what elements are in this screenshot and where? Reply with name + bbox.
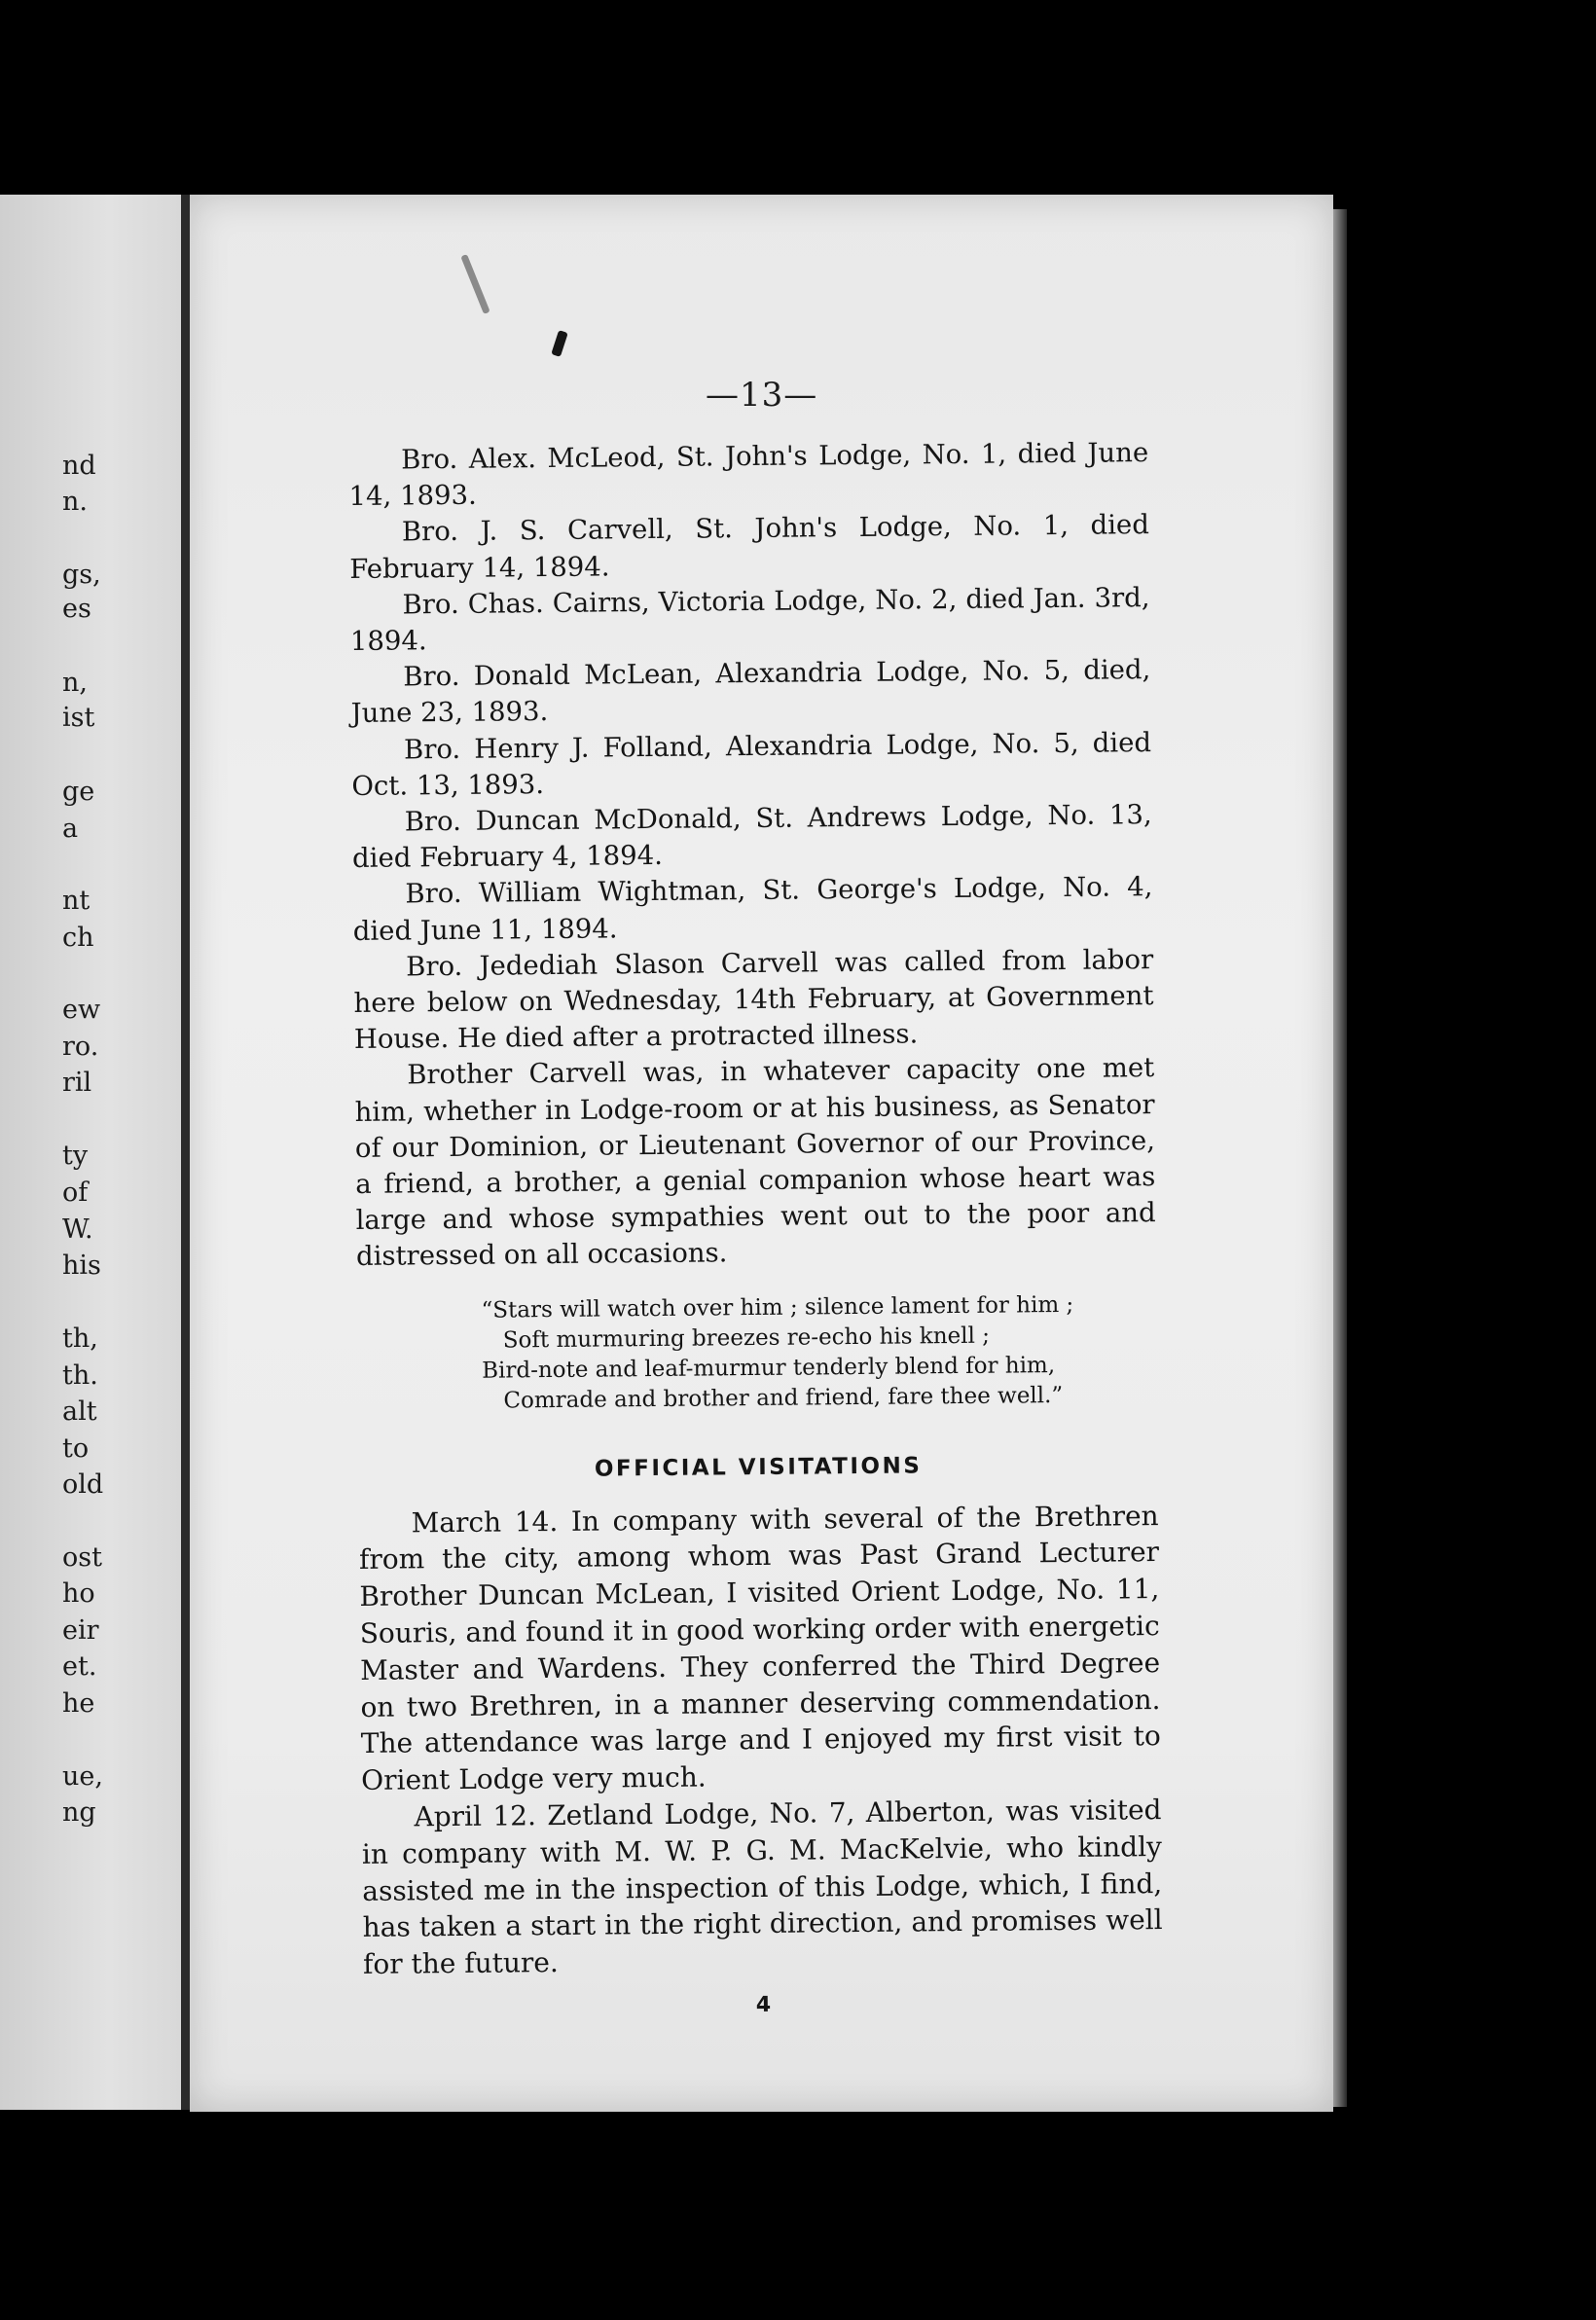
poem-line: Bird-note and leaf-murmur tenderly blend for him, bbox=[482, 1352, 1056, 1384]
left-fragment: ist bbox=[62, 703, 95, 733]
left-fragment: n, bbox=[62, 668, 88, 698]
pencil-stroke bbox=[460, 254, 490, 314]
poem-line: “Stars will watch over him ; silence lament for him ; bbox=[481, 1291, 1074, 1323]
signature-mark: 4 bbox=[755, 1992, 772, 2018]
visitation-entry: March 14. In company with several of the Brethren from the city, among whom was Past Grand Lecturer Brother Duncan McLean, I visited Orient Lodge, No. 11, Souris, and found it in good working order with energetic Master and Wardens. They conferred the Third Degree on two Brethren, in a manner deserving commendation. The attendance was large and I enjoyed my first visit to Orient Lodge very much. bbox=[358, 1499, 1161, 1797]
book-gutter bbox=[181, 195, 190, 2110]
obituary-entry: Bro. Donald McLean, Alexandria Lodge, No. 5, died, June 23, 1893. bbox=[350, 654, 1151, 730]
left-fragment: a bbox=[62, 814, 79, 844]
left-fragment: n. bbox=[62, 487, 88, 517]
left-fragment: he bbox=[62, 1688, 95, 1719]
page-edge-shadow bbox=[1333, 209, 1347, 2107]
ink-mark bbox=[551, 330, 568, 357]
left-fragment: et. bbox=[62, 1651, 97, 1682]
left-fragment: ch bbox=[62, 923, 94, 953]
left-fragment: nt bbox=[62, 886, 91, 916]
left-fragment: ty bbox=[62, 1141, 89, 1171]
left-fragment: nd bbox=[62, 451, 96, 481]
left-fragment: W. bbox=[62, 1214, 93, 1245]
page-body bbox=[348, 435, 1164, 2021]
left-fragment: old bbox=[62, 1469, 104, 1500]
obituary-entry: Bro. William Wightman, St. George's Lodge, No. 4, died June 11, 1894. bbox=[352, 871, 1153, 947]
left-fragment: ew bbox=[62, 995, 101, 1025]
left-fragment: ue, bbox=[62, 1761, 103, 1792]
poem-line: Soft murmuring breezes re-echo his knell ; bbox=[502, 1323, 991, 1354]
obituary-entry: Bro. Alex. McLeod, St. John's Lodge, No. 1, died June 14, 1893. bbox=[348, 437, 1149, 513]
left-fragment: ost bbox=[62, 1542, 102, 1573]
left-fragment: th. bbox=[62, 1360, 98, 1391]
left-fragment: ng bbox=[62, 1797, 96, 1828]
left-fragment: eir bbox=[62, 1615, 99, 1646]
left-fragment: of bbox=[62, 1178, 89, 1208]
left-fragment: alt bbox=[62, 1396, 97, 1427]
left-fragment: es bbox=[62, 594, 91, 624]
left-fragment: ge bbox=[62, 777, 95, 807]
section-heading: OFFICIAL VISITATIONS bbox=[594, 1453, 923, 1482]
obituary-entry: Bro. Henry J. Folland, Alexandria Lodge, No. 5, died Oct. 13, 1893. bbox=[351, 726, 1152, 802]
obituary-entry: Bro. Chas. Cairns, Victoria Lodge, No. 2, died Jan. 3rd, 1894. bbox=[349, 581, 1150, 658]
left-fragment: his bbox=[62, 1251, 101, 1281]
obituary-entry: Bro. Duncan McDonald, St. Andrews Lodge, No. 13, died February 4, 1894. bbox=[351, 799, 1152, 875]
visitation-entry: April 12. Zetland Lodge, No. 7, Alberton, was visited in company with M. W. P. G. M. MacKelvie, who kindly assisted me in the inspection of this Lodge, which, I find, has taken a start in the right direction, and promises well for the future. bbox=[361, 1794, 1163, 1981]
page-number: —13— bbox=[706, 376, 818, 415]
carvell-paragraph: Bro. Jedediah Slason Carvell was called from labor here below on Wednesday, 14th February, at Government House. He died after a protracted illness. bbox=[353, 943, 1154, 1056]
left-fragment: ro. bbox=[62, 1032, 99, 1062]
carvell-paragraph: Brother Carvell was, in whatever capacity one met him, whether in Lodge-room or at his business, as Senator of our Dominion, or Lieutenant Governor of our Province, a friend, a brother, a genial companion whose heart was large and whose sympathies went out to the poor and distressed on all occasions. bbox=[354, 1052, 1156, 1273]
previous-page-edge bbox=[0, 195, 181, 2110]
left-fragment: ril bbox=[62, 1068, 92, 1098]
left-fragment: to bbox=[62, 1433, 90, 1464]
left-fragment: gs, bbox=[62, 560, 101, 590]
obituary-entry: Bro. J. S. Carvell, St. John's Lodge, No. 1, died February 14, 1894. bbox=[349, 509, 1150, 585]
left-fragment: ho bbox=[62, 1578, 95, 1609]
memorial-poem bbox=[356, 1289, 1157, 1418]
poem-line: Comrade and brother and friend, fare thee well.” bbox=[503, 1382, 1064, 1414]
left-fragment: th, bbox=[62, 1323, 98, 1354]
